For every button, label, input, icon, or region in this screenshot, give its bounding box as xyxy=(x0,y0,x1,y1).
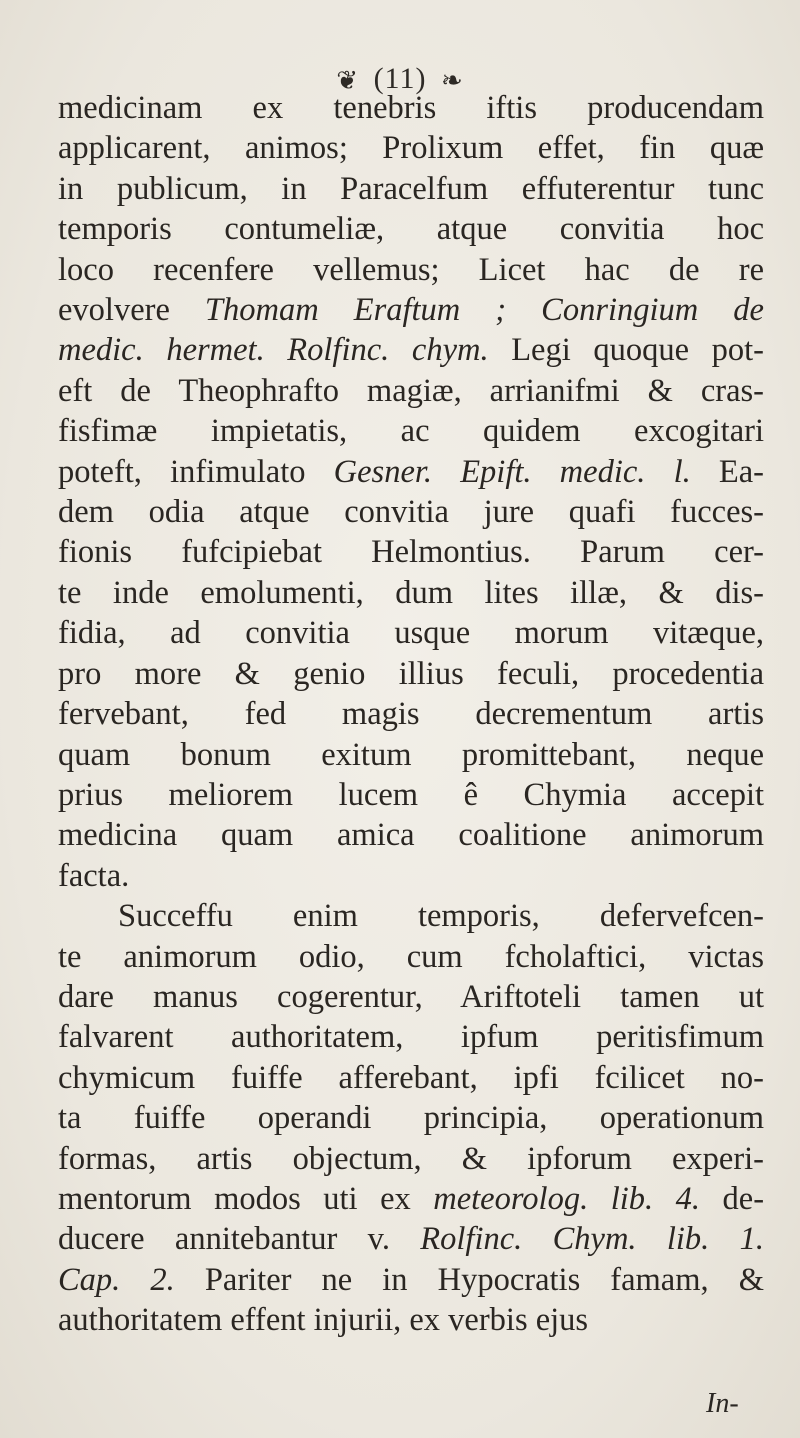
italic-citation: Thomam Eraftum ; Conringium de xyxy=(204,292,764,329)
text-line xyxy=(58,775,764,815)
text-line xyxy=(58,1139,764,1179)
text-line xyxy=(58,896,764,936)
text-line xyxy=(58,654,764,694)
text-run: ta fuiffe operandi principia, operationum xyxy=(58,1100,764,1137)
text-line xyxy=(58,1017,764,1057)
text-run: fisfimæ impietatis, ac quidem excogitari xyxy=(58,413,764,450)
body-text xyxy=(58,88,764,1341)
text-line xyxy=(58,735,764,775)
text-line xyxy=(58,1179,764,1219)
text-run: pro more & genio illius feculi, procedentia xyxy=(58,655,764,692)
text-run: authoritatem effent injurii, ex verbis ejus xyxy=(58,1302,589,1339)
text-run: evolvere xyxy=(58,292,205,329)
text-run: loco recenfere vellemus; Licet hac de re xyxy=(58,251,764,288)
text-line xyxy=(58,411,764,451)
text-run: medicinam ex tenebris iftis producendam xyxy=(58,90,764,126)
text-line xyxy=(58,856,764,896)
italic-citation: Rolfinc. Chym. lib. 1. xyxy=(420,1221,764,1258)
text-run: ducere annitebantur v. xyxy=(58,1221,421,1258)
left-ornament-icon: ❦ xyxy=(336,66,360,96)
text-run: Pariter ne in Hypocratis famam, & xyxy=(174,1261,764,1298)
text-line xyxy=(58,1300,764,1340)
italic-citation: medic. hermet. Rolfinc. chym. xyxy=(58,332,489,369)
text-line xyxy=(58,694,764,734)
italic-citation: Gesner. Epift. medic. l. xyxy=(333,453,691,490)
italic-citation: meteorolog. lib. 4. xyxy=(433,1180,701,1217)
text-run: temporis contumeliæ, atque convitia hoc xyxy=(58,211,764,248)
text-line xyxy=(58,371,764,411)
text-line xyxy=(58,330,764,370)
text-run: medicina quam amica coalitione animorum xyxy=(58,817,764,854)
text-line xyxy=(58,209,764,249)
text-run: eft de Theophrafto magiæ, arrianifmi & cras- xyxy=(58,372,764,409)
text-run: dem odia atque convitia jure quafi fucces- xyxy=(58,494,764,531)
text-line xyxy=(58,977,764,1017)
text-run: poteft, infimulato xyxy=(58,453,334,490)
text-line xyxy=(58,128,764,168)
text-run: mentorum modos uti ex xyxy=(58,1180,434,1217)
italic-citation: Cap. 2. xyxy=(58,1261,175,1298)
text-run: formas, artis objectum, & ipforum experi- xyxy=(58,1140,764,1177)
text-line xyxy=(58,250,764,290)
text-run: prius meliorem lucem ê Chymia accepit xyxy=(58,776,764,813)
text-run: in publicum, in Paracelfum effuterentur tunc xyxy=(58,170,764,207)
text-line xyxy=(58,1098,764,1138)
text-line xyxy=(58,88,764,128)
text-run: applicarent, animos; Prolixum effet, fin quæ xyxy=(58,130,764,167)
text-line xyxy=(58,452,764,492)
text-line xyxy=(58,1058,764,1098)
text-run: falvarent authoritatem, ipfum peritisfimum xyxy=(58,1019,764,1056)
text-line xyxy=(58,492,764,532)
text-line xyxy=(58,532,764,572)
text-line xyxy=(58,169,764,209)
text-run: dare manus cogerentur, Ariftoteli tamen ut xyxy=(58,978,764,1015)
text-line xyxy=(58,290,764,330)
text-run: fionis fufcipiebat Helmontius. Parum cer- xyxy=(58,534,764,571)
text-run: quam bonum exitum promittebant, neque xyxy=(58,736,764,773)
text-line xyxy=(58,613,764,653)
catchword: In- xyxy=(706,1388,739,1419)
text-run: facta. xyxy=(58,857,130,894)
text-run: chymicum fuiffe afferebant, ipfi fcilicet no- xyxy=(58,1059,764,1096)
text-run: Succeffu enim temporis, defervefcen- xyxy=(118,898,764,935)
text-run: te animorum odio, cum fcholaftici, victas xyxy=(58,938,764,975)
text-line xyxy=(58,1219,764,1259)
text-line xyxy=(58,815,764,855)
text-run: fervebant, fed magis decrementum artis xyxy=(58,696,764,733)
text-run: de- xyxy=(700,1180,765,1217)
text-line xyxy=(58,1260,764,1300)
text-line xyxy=(58,937,764,977)
right-ornament-icon: ❧ xyxy=(440,66,464,96)
text-run: Ea- xyxy=(690,453,764,490)
page-number: (11) xyxy=(373,62,427,95)
text-run: fidia, ad convitia usque morum vitæque, xyxy=(58,615,764,652)
text-line xyxy=(58,573,764,613)
text-run: te inde emolumenti, dum lites illæ, & dis- xyxy=(58,574,764,611)
text-run: Legi quoque pot- xyxy=(488,332,764,369)
